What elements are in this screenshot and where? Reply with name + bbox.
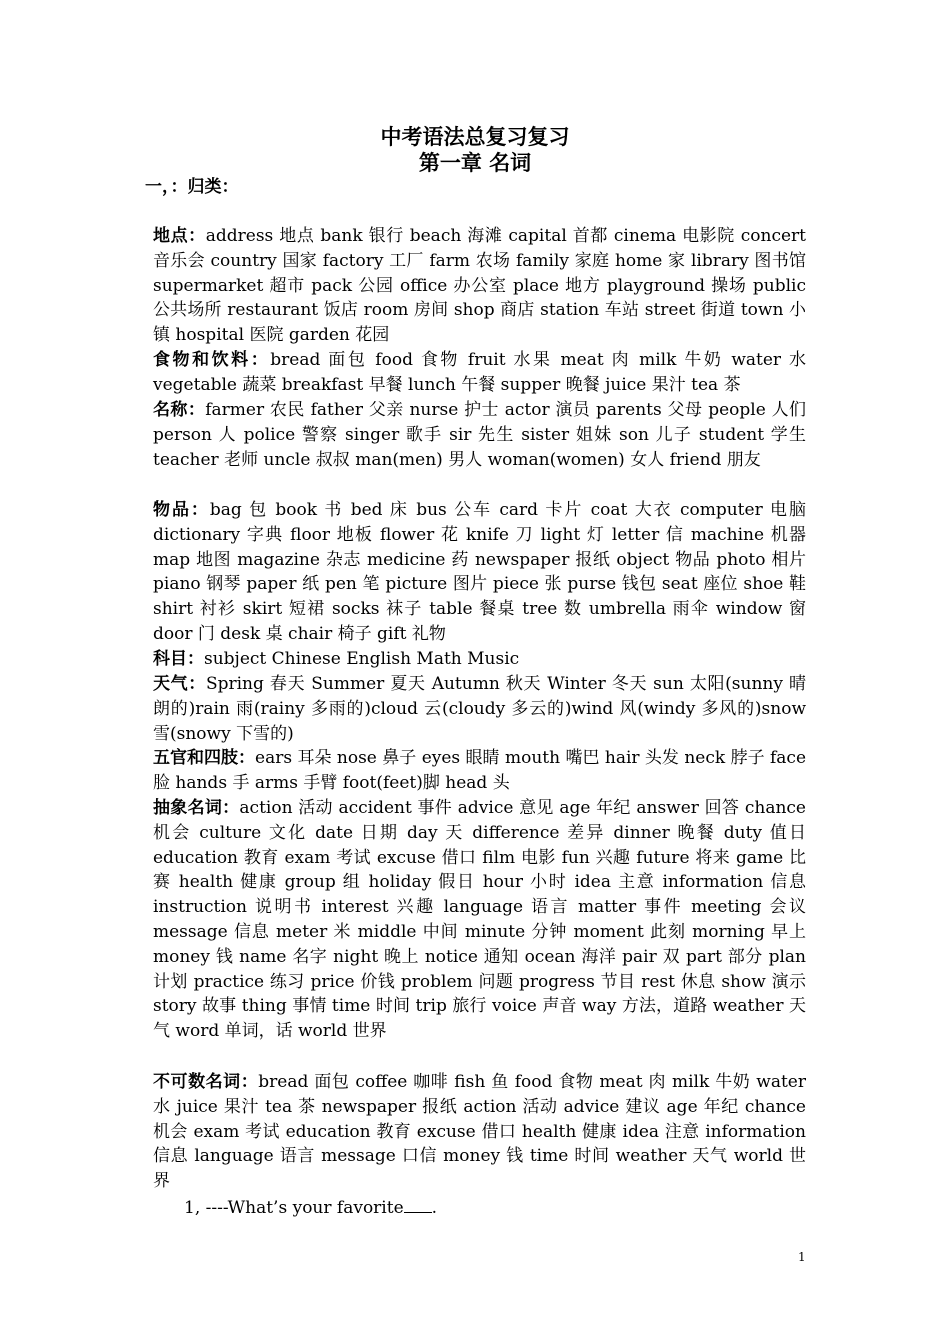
exercise-question	[184, 1196, 437, 1220]
category-words: address 地点 bank 银行 beach 海滩 capital 首都 cinema 电影院 concert 音乐会 country 国家 factory 工厂 farm 农场 family 家庭 home 家 library 图书馆 supermarket 超市 pack 公园 office 办公室 place 地方 playground 操场 public 公共场所 restaurant 饭店 room 房间 shop 商店 station 车站 street 街道 town 小镇 hospital 医院 garden 花园	[153, 226, 807, 346]
category-words: bread 面包 food 食物 fruit 水果 meat 肉 milk 牛奶 water 水 vegetable 蔬菜 breakfast 早餐 lunch 午餐 supper 晚餐 juice 果汁 tea 茶	[153, 350, 806, 395]
category-label: 五官和四肢：	[153, 748, 256, 768]
question-text: 1, ----What’s your favorite	[184, 1198, 404, 1218]
category-label: 天气：	[153, 674, 206, 694]
category-label: 抽象名词：	[153, 798, 240, 818]
category-label: 名称：	[153, 400, 206, 420]
question-end: .	[431, 1198, 438, 1218]
category-words: subject Chinese English Math Music	[204, 649, 520, 669]
document-title: 中考语法总复习复习	[380, 124, 570, 149]
category-places	[153, 224, 806, 348]
section-heading: 一，：归类：	[145, 177, 239, 197]
category-label: 不可数名词：	[153, 1072, 259, 1092]
category-subjects	[153, 647, 806, 672]
category-words: bag 包 book 书 bed 床 bus 公车 card 卡片 coat 大衣 computer 电脑 dictionary 字典 floor 地板 flower 花 knife 刀 light 灯 letter 信 machine 机器 map 地图 magazine 杂志 medicine 药 newspaper 报纸 object 物品 photo 相片 piano 钢琴 paper 纸 pen 笔 picture 图片 piece 张 purse 钱包 seat 座位 shoe 鞋 shirt 衬衫 skirt 短裙 socks 袜子 table 餐桌 tree 数 umbrella 雨伞 window 窗 door 门 desk 桌 chair 椅子 gift 礼物	[153, 500, 807, 644]
page-number: 1	[798, 1250, 806, 1264]
category-words: farmer 农民 father 父亲 nurse 护士 actor 演员 parents 父母 people 人们 person 人 police 警察 singer 歌手 sir 先生 sister 姐妹 son 儿子 student 学生 teacher 老师 uncle 叔叔 man(men) 男人 woman(women) 女人 friend 朋友	[153, 400, 807, 470]
category-label: 科目：	[153, 649, 204, 669]
category-weather	[153, 672, 806, 746]
category-objects	[153, 498, 806, 647]
answer-blank	[404, 1197, 432, 1213]
category-words: bread 面包 coffee 咖啡 fish 鱼 food 食物 meat 肉 milk 牛奶 water 水 juice 果汁 tea 茶 newspaper 报纸 action 活动 advice 建议 age 年纪 chance 机会 exam 考试 education 教育 excuse 借口 health 健康 idea 注意 information 信息 language 语言 message 口信 money 钱 time 时间 weather 天气 world 世界	[153, 1072, 806, 1192]
category-words: ears 耳朵 nose 鼻子 eyes 眼睛 mouth 嘴巴 hair 头发 neck 脖子 face 脸 hands 手 arms 手臂 foot(feet)脚 head 头	[153, 748, 806, 793]
category-people	[153, 398, 806, 472]
category-label: 物品：	[153, 500, 210, 520]
chapter-title: 第一章 名词	[418, 150, 532, 175]
category-label: 食物和饮料：	[153, 350, 271, 370]
category-label: 地点：	[153, 226, 206, 246]
category-words: action 活动 accident 事件 advice 意见 age 年纪 answer 回答 chance 机会 culture 文化 date 日期 day 天 difference 差异 dinner 晚餐 duty 值日 education 教育 exam 考试 excuse 借口 film 电影 fun 兴趣 future 将来 game 比赛 health 健康 group 组 holiday 假日 hour 小时 idea 主意 information 信息 instruction 说明书 interest 兴趣 language 语言 matter 事件 meeting 会议 message 信息 meter 米 middle 中间 minute 分钟 moment 此刻 morning 早上 money 钱 name 名字 night 晚上 notice 通知 ocean 海洋 pair 双 part 部分 plan 计划 practice 练习 price 价钱 problem 问题 progress 节目 rest 休息 show 演示 story 故事 thing 事情 time 时间 trip 旅行 voice 声音 way 方法，道路 weather 天气 word 单词，话 world 世界	[153, 798, 806, 1042]
category-uncountable-nouns	[153, 1070, 806, 1194]
category-abstract-nouns	[153, 796, 806, 1044]
category-words: Spring 春天 Summer 夏天 Autumn 秋天 Winter 冬天 sun 太阳(sunny 晴朗的)rain 雨(rainy 多雨的)cloud 云(cloudy 多云的)wind 风(windy 多风的)snow 雪(snowy 下雪的)	[153, 674, 806, 744]
category-body	[153, 746, 806, 796]
category-food-drink	[153, 348, 806, 398]
